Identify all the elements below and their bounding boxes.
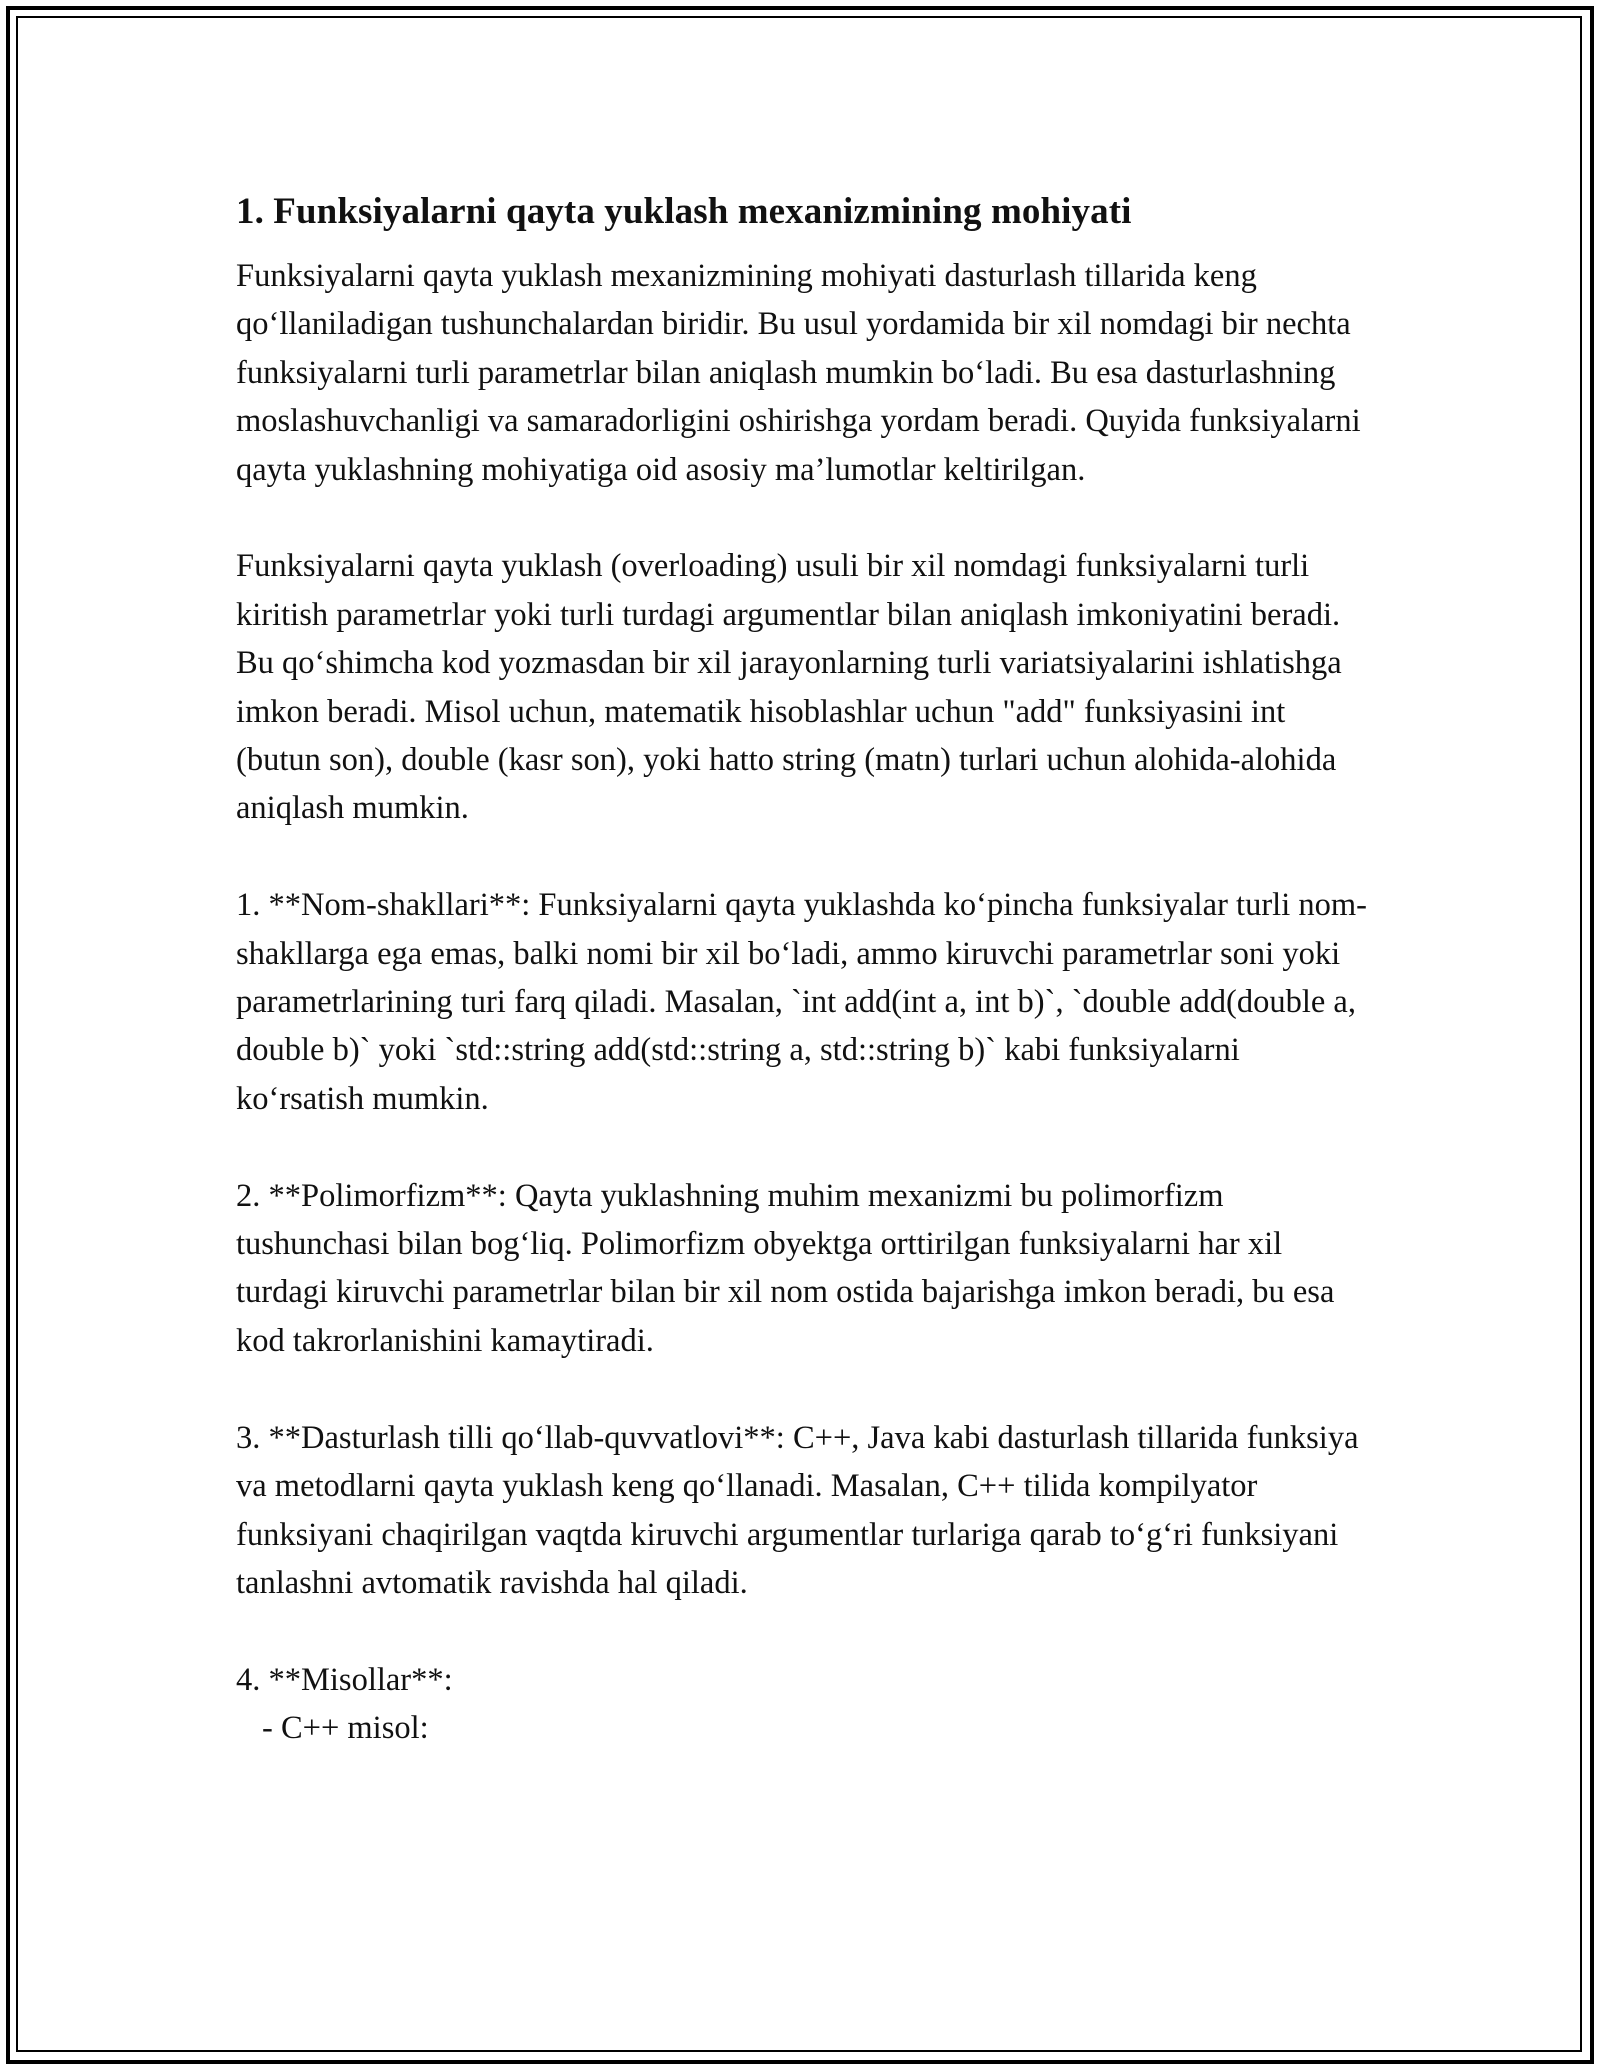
document-page [236, 186, 1376, 1753]
list-item-dasturlash-tili: 3. **Dasturlash tilli qo‘llab-quvvatlovi**: C++, Java kabi dasturlash tillarida funksiya va metodlarni qayta yuklash keng qo‘llanadi. Masalan, C++ tilida kompilyator funksiyani chaqirilgan vaqtda kiruvchi argumentlar turlariga qarab to‘g‘ri funksiyani tanlashni avtomatik ravishda hal qiladi. [236, 1419, 1359, 1601]
section-heading: 1. Funksiyalarni qayta yuklash mexanizmining mohiyati [236, 191, 1132, 232]
list-item-misollar: 4. **Misollar**: [236, 1661, 453, 1698]
list-item-nom-shakllari: 1. **Nom-shakllari**: Funksiyalarni qayta yuklashda ko‘pincha funksiyalar turli nom-shakllarga ega emas, balki nomi bir xil bo‘ladi, ammo kiruvchi parametrlar soni yoki parametrlarining turi farq qiladi. Masalan, `int add(int a, int b)`, `double add(double a, double b)` yoki `std::string add(std::string a, std::string b)` kabi funksiyalarni ko‘rsatish mumkin. [236, 887, 1367, 1117]
intro-paragraph: Funksiyalarni qayta yuklash mexanizmining mohiyati dasturlash tillarida keng qo‘llaniladigan tushunchalardan biridir. Bu usul yordamida bir xil nomdagi bir nechta funksiyalarni turli parametrlar bilan aniqlash mumkin bo‘ladi. Bu esa dasturlashning moslashuvchanligi va samaradorligini oshirishga yordam beradi. Quyida funksiyalarni qayta yuklashning mohiyatiga oid asosiy ma’lumotlar keltirilgan. [236, 258, 1369, 488]
overloading-paragraph: Funksiyalarni qayta yuklash (overloading) usuli bir xil nomdagi funksiyalarni turli kiritish parametrlar yoki turli turdagi argumentlar bilan aniqlash imkoniyatini beradi. Bu qo‘shimcha kod yozmasdan bir xil jarayonlarning turli variatsiyalarini ishlatishga imkon beradi. Misol uchun, matematik hisoblashlar uchun "add" funksiyasini int (butun son), double (kasr son), yoki hatto string (matn) turlari uchun alohida-alohida aniqlash mumkin. [236, 548, 1350, 827]
sub-item-cpp-misol: - C++ misol: [262, 1710, 429, 1747]
list-item-polimorfizm: 2. **Polimorfizm**: Qayta yuklashning muhim mexanizmi bu polimorfizm tushunchasi bilan bog‘liq. Polimorfizm obyektga orttirilgan funksiyalarni har xil turdagi kiruvchi parametrlar bilan bir xil nom ostida bajarishga imkon beradi, bu esa kod takrorlanishini kamaytiradi. [236, 1177, 1335, 1359]
